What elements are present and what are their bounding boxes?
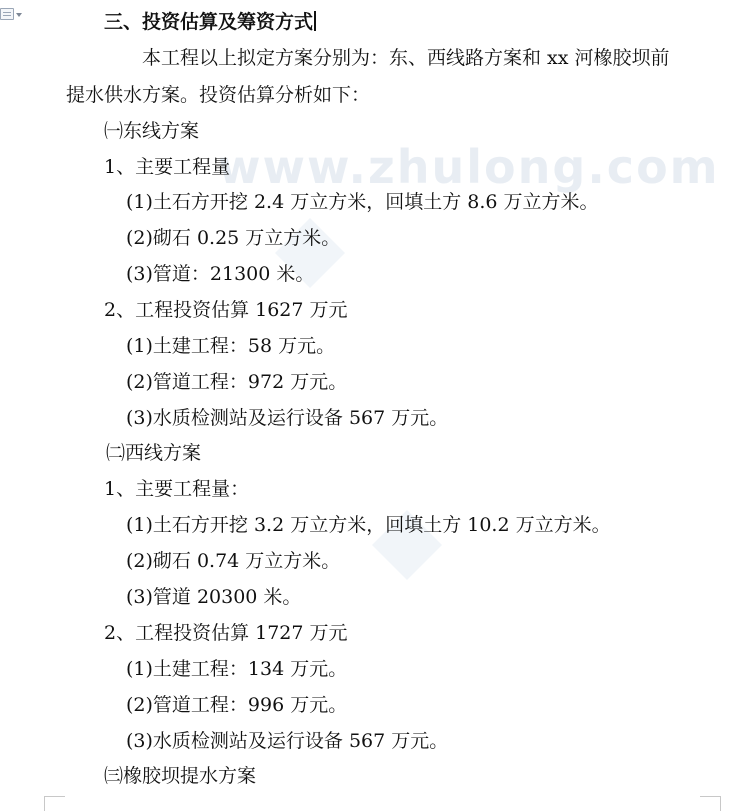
chevron-down-icon[interactable]	[16, 13, 22, 17]
east-quantity-item: (3)管道：21300 米。	[126, 263, 315, 285]
dam-plan-title: ㈢橡胶坝提水方案	[104, 765, 257, 787]
east-investment-item: (2)管道工程：972 万元。	[126, 371, 348, 393]
watermark-text: www.zhulong.com	[218, 140, 720, 194]
east-investment-item: (3)水质检测站及运行设备 567 万元。	[126, 407, 449, 429]
page-corner-mark-right	[700, 796, 721, 811]
east-plan-title: ㈠东线方案	[104, 120, 200, 142]
west-quantity-item: (2)砌石 0.74 万立方米。	[126, 550, 341, 572]
east-quantity-item: (2)砌石 0.25 万立方米。	[126, 227, 341, 249]
section-heading-text: 三、投资估算及筹资方式	[104, 11, 314, 33]
west-investment-item: (1)土建工程：134 万元。	[126, 658, 348, 680]
west-quantity-item: (3)管道 20300 米。	[126, 586, 302, 608]
intro-line-1: 本工程以上拟定方案分别为：东、西线路方案和 xx 河橡胶坝前	[142, 47, 670, 69]
east-investment-item: (1)土建工程：58 万元。	[126, 335, 336, 357]
west-plan-title: ㈡西线方案	[106, 442, 202, 464]
west-investment-item: (2)管道工程：996 万元。	[126, 694, 348, 716]
document-icon[interactable]	[0, 8, 14, 20]
east-quantities-title: 1、主要工程量	[104, 156, 231, 178]
west-quantity-item: (1)土石方开挖 3.2 万立方米，回填土方 10.2 万立方米。	[126, 514, 611, 536]
text-cursor	[314, 11, 316, 31]
west-investment-title: 2、工程投资估算 1727 万元	[104, 622, 348, 644]
east-investment-title: 2、工程投资估算 1627 万元	[104, 299, 348, 321]
west-quantities-title: 1、主要工程量：	[104, 478, 250, 500]
intro-line-2: 提水供水方案。投资估算分析如下：	[66, 84, 371, 106]
page-corner-mark-left	[44, 796, 65, 811]
west-investment-item: (3)水质检测站及运行设备 567 万元。	[126, 730, 449, 752]
section-heading[interactable]	[104, 10, 316, 34]
east-quantity-item: (1)土石方开挖 2.4 万立方米，回填土方 8.6 万立方米。	[126, 191, 599, 213]
